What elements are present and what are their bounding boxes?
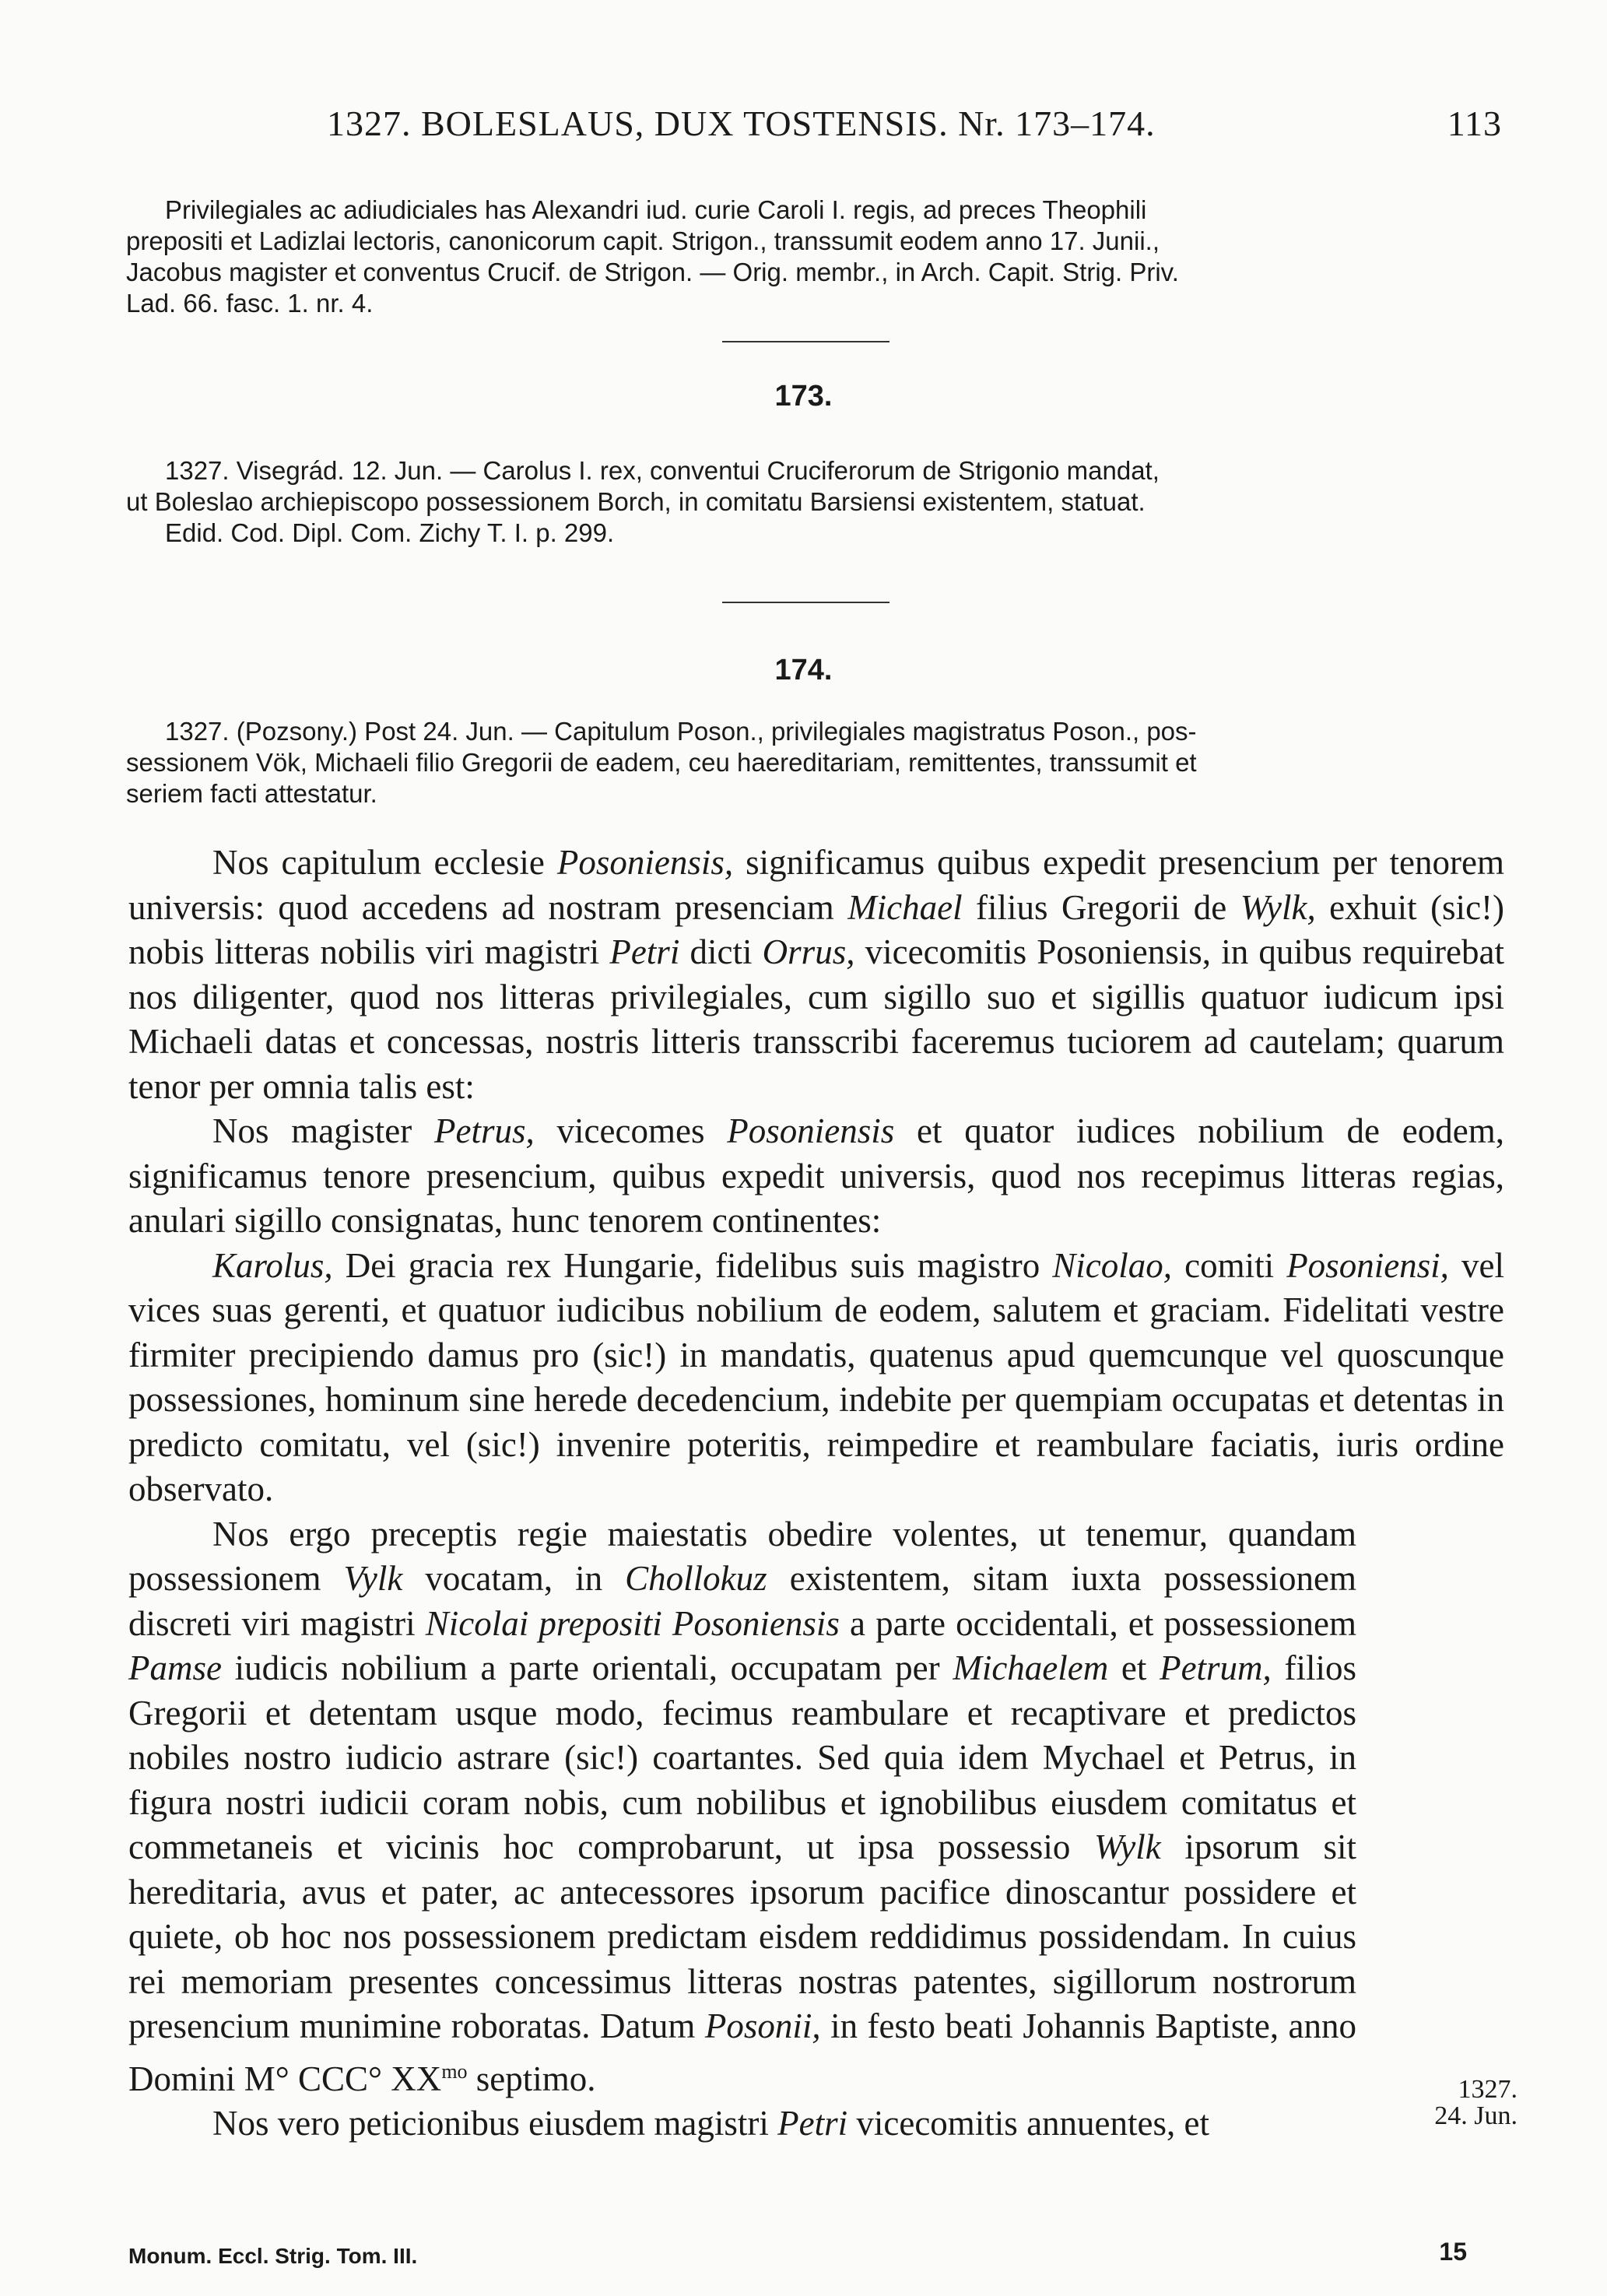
intro-note [126,195,1542,319]
charter-paragraph: Nos magister Petrus, vicecomes Posoniensis et quator iudices nobilium de eodem, significamus tenore presencium, quibus expedit universis, quod nos recepimus litteras regias, anulari sigillo consignatas, hunc tenorem continentes: [128,1111,1504,1240]
doc-174-number: 174. [774,654,833,686]
section-divider [722,602,889,603]
regest-line: 1327. (Pozsony.) Post 24. Jun. — Capitulum Poson., privilegiales magistratus Poson., pos- [165,717,1197,746]
charter-paragraph: Nos ergo preceptis regie maiestatis obedire volentes, ut tenemur, quandam possessionem Vylk vocatam, in Chollokuz existentem, sitam iuxta possessionem discreti viri magistri Nicolai prepositi Posoniensis a parte occidentali, et possessionem Pamse iudicis nobilium a parte orientali, occupatam per Michaelem et Petrum, filios Gregorii et detentam usque modo, fecimus reambulare et recaptivare et predictos nobiles nostro iudicio astrare (sic!) coartantes. Sed quia idem Mychael et Petrus, in figura nostri iudicii coram nobis, cum nobilibus et ignobilibus eiusdem comitatus et commetaneis et vicinis hoc comprobarunt, ut ipsa possessio Wylk ipsorum sit hereditaria, avus et pater, ac antecessores ipsorum pacifice dinoscantur possidere et quiete, ob hoc nos possessionem predictam eisdem reddidimus possidendam. In cuius rei memoriam presentes concessimus litteras nostras patentes, sigillorum nostrorum presencium munimine roboratas. Datum Posonii, in festo beati Johannis Baptiste, anno Domini M° CCC° $XX^{mo}$ septimo. [128,1514,1356,2098]
margin-year: 1327. [1458,2075,1518,2104]
intro-line: Lad. 66. fasc. 1. nr. 4. [126,289,374,318]
doc-173-number: 173. [774,380,833,413]
intro-line: prepositi et Ladizlai lectoris, canonicorum capit. Strigon., transsumit eodem anno 17. Junii., [126,226,1160,255]
section-divider [722,341,889,342]
page-number: 113 [1447,104,1502,143]
margin-date-note [1377,2077,1518,2129]
doc-173-regest [126,455,1503,549]
footer-series: Monum. Eccl. Strig. Tom. III. [128,2244,418,2268]
page-footer [128,2238,1467,2269]
charter-paragraph: Karolus, Dei gracia rex Hungarie, fidelibus suis magistro Nicolao, comiti Posoniensi, vel vices suas gerenti, et quatuor iudicibus nobilium de eodem, salutem et graciam. Fidelitati vestre firmiter precipiendo damus pro (sic!) in mandatis, quatenus apud quemcunque vel quoscunque possessiones, hominum sine herede decedencium, indebite per quempiam occupatas et detentas in predicto comitatu, vel (sic!) invenire poteritis, reimpedire et reambulare faciatis, iuris ordine observato. [128,1245,1504,1508]
regest-line: 1327. Visegrád. 12. Jun. — Carolus I. rex, conventui Cruciferorum de Strigonio mandat, [165,456,1160,485]
regest-line: seriem facti attestatur. [126,779,377,808]
running-title: 1327. BOLESLAUS, DUX TOSTENSIS. Nr. 173–174. [327,104,1156,143]
charter-text [128,841,1504,2147]
doc-174-regest [126,716,1503,809]
intro-line: Jacobus magister et conventus Crucif. de Strigon. — Orig. membr., in Arch. Capit. Strig. Priv. [126,258,1179,286]
regest-line: sessionem Vök, Michaeli filio Gregorii de eadem, ceu haereditariam, remittentes, transsumit et [126,748,1197,777]
charter-paragraph: Nos vero peticionibus eiusdem magistri Petri vicecomitis annuentes, et [212,2104,1209,2143]
regest-line: ut Boleslao archiepiscopo possessionem Borch, in comitatu Barsiensi existentem, statuat. [126,487,1146,516]
regest-line: Edid. Cod. Dipl. Com. Zichy T. I. p. 299. [165,518,615,547]
signature-mark: 15 [1439,2238,1467,2266]
charter-paragraph: Nos capitulum ecclesie Posoniensis, significamus quibus expedit presencium per tenorem universis: quod accedens ad nostram presenciam Michael filius Gregorii de Wylk, exhuit (sic!) nobis litteras nobilis viri magistri Petri dicti Orrus, vicecomitis Posoniensis, in quibus requirebat nos diligenter, quod nos litteras privilegiales, cum sigillo suo et sigillis quatuor iudicum ipsi Michaeli datas et concessas, nostris litteris transscribi faceremus tuciorem ad cautelam; quarum tenor per omnia talis est: [128,843,1505,1106]
page-header [327,103,1502,149]
margin-day: 24. Jun. [1434,2101,1518,2130]
intro-line: Privilegiales ac adiudiciales has Alexandri iud. curie Caroli I. regis, ad preces Theophili [165,195,1147,224]
